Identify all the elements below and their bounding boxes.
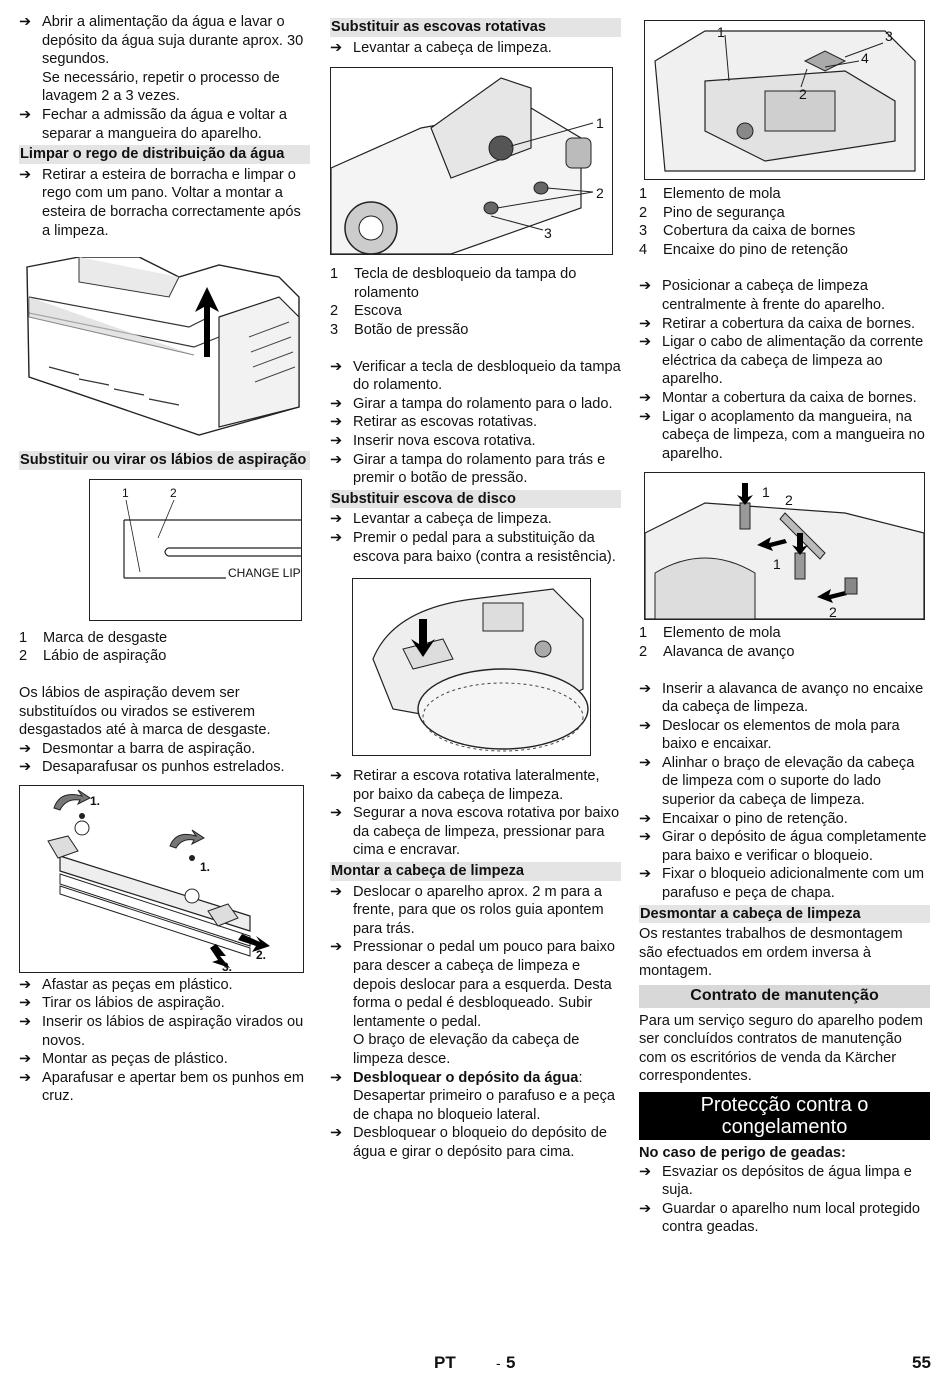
arrow-icon: ➔	[639, 408, 652, 425]
paragraph: Os lábios de aspiração devem ser substituídos ou virados se estiverem desgastados até à marca de desgaste.	[19, 684, 271, 739]
callout-2b: 2	[829, 604, 837, 621]
step: ➔ Pressionar o pedal um pouco para baixo para descer a cabeça de limpeza e depois deslocar para a esquerda. Desta forma o pedal é desbloqueado. Subir lentamente o pedal. O braço de elevação da cabeça de limpeza desce.	[330, 939, 616, 1067]
step-label-1: 1.	[90, 793, 101, 808]
section-heading: Substituir ou virar os lábios de aspiração	[19, 451, 310, 470]
callout-1: 1	[122, 485, 129, 500]
figure-disc-brush	[352, 578, 591, 756]
arrow-icon: ➔	[19, 976, 32, 993]
disc-brush-illustration	[353, 579, 590, 755]
arrow-icon: ➔	[330, 529, 343, 546]
step: ➔ Fechar a admissão da água e voltar a separar a mangueira do aparelho.	[19, 106, 287, 142]
arrow-icon: ➔	[330, 883, 343, 900]
terminal-box-illustration	[645, 21, 924, 179]
legend-item: 1 Tecla de desbloqueio da tampa do rolamento	[330, 266, 577, 301]
step: ➔ Retirar a esteira de borracha e limpar o rego com um pano. Voltar a montar a esteira de borracha correctamente após a limpeza.	[19, 166, 301, 239]
callout-3: 3	[885, 28, 893, 44]
arrow-icon: ➔	[330, 805, 343, 822]
step: ➔ Encaixar o pino de retenção.	[639, 810, 848, 827]
paragraph: Os restantes trabalhos de desmontagem são efectuados em ordem inversa à montagem.	[639, 926, 903, 980]
figure-feed-lever	[644, 472, 925, 620]
legend-item: 2 Escova	[330, 303, 402, 320]
arrow-icon: ➔	[330, 1069, 343, 1086]
arrow-icon: ➔	[19, 106, 32, 123]
legend-item: 3 Cobertura da caixa de bornes	[639, 223, 856, 240]
arrow-icon: ➔	[639, 754, 652, 771]
callout-2: 2	[799, 86, 807, 102]
arrow-icon: ➔	[639, 866, 652, 883]
step: ➔ Verificar a tecla de desbloqueio da tampa do rolamento.	[330, 358, 621, 394]
subheading: No caso de perigo de geadas:	[639, 1144, 846, 1161]
legend-item: 1 Marca de desgaste	[19, 629, 168, 646]
step: ➔ Deslocar o aparelho aprox. 2 m para a frente, para que os rolos guia apontem para trás.	[330, 883, 604, 937]
chapter-heading: Protecção contra o congelamento	[639, 1092, 930, 1140]
arrow-icon: ➔	[639, 829, 652, 846]
arrow-icon: ➔	[19, 1014, 32, 1031]
arrow-icon: ➔	[19, 1069, 32, 1086]
callout-2: 2	[785, 492, 793, 509]
step: ➔ Afastar as peças em plástico.	[19, 976, 233, 993]
figure-change-lip	[89, 479, 302, 621]
step: ➔ Inserir nova escova rotativa.	[330, 432, 536, 449]
step: ➔ Esvaziar os depósitos de água limpa e suja.	[639, 1163, 912, 1199]
step: ➔ Posicionar a cabeça de limpeza centralmente à frente do aparelho.	[639, 278, 886, 313]
step: ➔ Montar as peças de plástico.	[19, 1051, 228, 1068]
legend-item: 2 Lábio de aspiração	[19, 648, 167, 665]
arrow-icon: ➔	[330, 395, 343, 412]
legend-item: 2 Alavanca de avanço	[639, 643, 795, 660]
step: ➔ Inserir os lábios de aspiração virados ou novos.	[19, 1014, 304, 1049]
callout-2: 2	[596, 185, 604, 202]
callout-1: 1	[762, 484, 770, 501]
legend-item: 4 Encaixe do pino de retenção	[639, 241, 848, 258]
suction-bar-illustration	[20, 786, 303, 972]
step: ➔ Retirar a cobertura da caixa de bornes.	[639, 315, 916, 332]
arrow-icon: ➔	[330, 451, 343, 468]
arrow-icon: ➔	[19, 1051, 32, 1068]
arrow-icon: ➔	[330, 432, 343, 449]
step: ➔ Retirar a escova rotativa lateralmente, por baixo da cabeça de limpeza.	[330, 768, 600, 803]
arrow-icon: ➔	[639, 1200, 652, 1217]
step: ➔ Retirar as escovas rotativas.	[330, 414, 538, 431]
callout-1: 1	[717, 24, 725, 40]
step-label-2: 2.	[256, 947, 267, 962]
arrow-icon: ➔	[639, 717, 652, 734]
arrow-icon: ➔	[639, 315, 652, 332]
step-label-1b: 1.	[200, 859, 211, 874]
arrow-icon: ➔	[639, 334, 652, 351]
section-heading: Montar a cabeça de limpeza	[330, 862, 621, 881]
step: ➔ Deslocar os elementos de mola para baixo e encaixar.	[639, 717, 900, 753]
section-heading: Limpar o rego de distribuição da água	[19, 145, 310, 164]
step: ➔ Fixar o bloqueio adicionalmente com um parafuso e peça de chapa.	[639, 866, 925, 902]
arrow-icon: ➔	[330, 358, 343, 375]
step: ➔ Tirar os lábios de aspiração.	[19, 995, 225, 1012]
arrow-icon: ➔	[639, 389, 652, 406]
arrow-icon: ➔	[330, 768, 343, 785]
step: ➔ Ligar o cabo de alimentação da corrente eléctrica da cabeça de limpeza ao aparelho.	[639, 334, 924, 388]
callout-2: 2	[170, 485, 177, 500]
step-label-3: 3.	[222, 959, 233, 974]
arrow-icon: ➔	[19, 759, 32, 776]
step: ➔ Desaparafusar os punhos estrelados.	[19, 759, 285, 776]
arrow-icon: ➔	[639, 278, 652, 295]
arrow-icon: ➔	[330, 39, 343, 56]
legend-item: 3 Botão de pressão	[330, 321, 469, 338]
arrow-icon: ➔	[639, 1163, 652, 1180]
arrow-icon: ➔	[19, 14, 32, 30]
column-2	[330, 18, 621, 1162]
callout-1b: 1	[773, 556, 781, 573]
arrow-icon: ➔	[19, 995, 32, 1012]
legend-item: 1 Elemento de mola	[639, 625, 781, 642]
change-lip-label: CHANGE LIP	[228, 565, 301, 580]
step: ➔ Premir o pedal para a substituição da escova para baixo (contra a resistência).	[330, 529, 616, 565]
step: ➔ Desbloquear o bloqueio do depósito de água e girar o depósito para cima.	[330, 1125, 607, 1160]
arrow-icon: ➔	[639, 810, 652, 827]
arrow-icon: ➔	[19, 166, 32, 183]
step: ➔ Desbloquear o depósito da água: Desapertar primeiro o parafuso e a peça de chapa no bloqueio lateral.	[330, 1069, 616, 1123]
section-heading: Contrato de manutenção	[639, 985, 930, 1008]
figure-rubber-mat	[19, 257, 310, 437]
step: ➔ Ligar o acoplamento da mangueira, na cabeça de limpeza, com a mangueira no aparelho.	[639, 408, 925, 462]
arrow-icon: ➔	[330, 1125, 343, 1142]
arrow-icon: ➔	[330, 511, 343, 528]
section-heading: Desmontar a cabeça de limpeza	[639, 905, 930, 924]
callout-4: 4	[861, 50, 869, 66]
step: ➔ Levantar a cabeça de limpeza.	[330, 511, 552, 528]
callout-1: 1	[596, 115, 604, 132]
callout-3: 3	[544, 225, 552, 242]
step: ➔ Aparafusar e apertar bem os punhos em cruz.	[19, 1069, 305, 1105]
footer-dash: -	[496, 1355, 501, 1371]
step: ➔ Montar a cobertura da caixa de bornes.	[639, 389, 917, 406]
paragraph: Para um serviço seguro do aparelho podem ser concluídos contratos de manutenção com os escritórios de venda da Kärcher correspondentes.	[639, 1012, 923, 1085]
column-3	[639, 20, 930, 1237]
step: ➔ Levantar a cabeça de limpeza.	[330, 39, 552, 56]
step: ➔ Segurar a nova escova rotativa por baixo da cabeça de limpeza, pressionar para cima e encravar.	[330, 805, 620, 859]
rotary-brush-illustration	[331, 68, 612, 254]
rubber-mat-illustration	[19, 257, 310, 437]
column-1	[19, 13, 310, 1106]
footer-language: PT	[434, 1353, 456, 1372]
arrow-icon: ➔	[639, 680, 652, 697]
figure-terminal-box	[644, 20, 925, 180]
footer-page-number: 55	[912, 1353, 931, 1372]
step: ➔ Desmontar a barra de aspiração.	[19, 740, 256, 757]
section-heading: Substituir escova de disco	[330, 490, 621, 509]
step: ➔ Girar o depósito de água completamente para baixo e verificar o bloqueio.	[639, 829, 927, 864]
step: ➔ Abrir a alimentação da água e lavar o depósito da água suja durante aprox. 30 segundos. Se necessário, repetir o processo de lavagem 2 a 3 vezes.	[19, 14, 304, 105]
legend-item: 1 Elemento de mola	[639, 186, 781, 202]
arrow-icon: ➔	[330, 939, 343, 956]
figure-suction-bar	[19, 785, 304, 973]
arrow-icon: ➔	[330, 414, 343, 431]
legend-item: 2 Pino de segurança	[639, 204, 785, 221]
step: ➔ Girar a tampa do rolamento para trás e premir o botão de pressão.	[330, 451, 606, 487]
step: ➔ Guardar o aparelho num local protegido contra geadas.	[639, 1200, 920, 1236]
footer-local-page: 5	[506, 1353, 516, 1372]
step: ➔ Alinhar o braço de elevação da cabeça de limpeza com o suporte do lado superior da cabeça de limpeza.	[639, 754, 915, 809]
step: ➔ Inserir a alavanca de avanço no encaixe da cabeça de limpeza.	[639, 680, 924, 716]
step: ➔ Girar a tampa do rolamento para o lado.	[330, 395, 613, 412]
arrow-icon: ➔	[19, 740, 32, 757]
figure-rotary-brush	[330, 67, 613, 255]
section-heading: Substituir as escovas rotativas	[330, 18, 621, 37]
